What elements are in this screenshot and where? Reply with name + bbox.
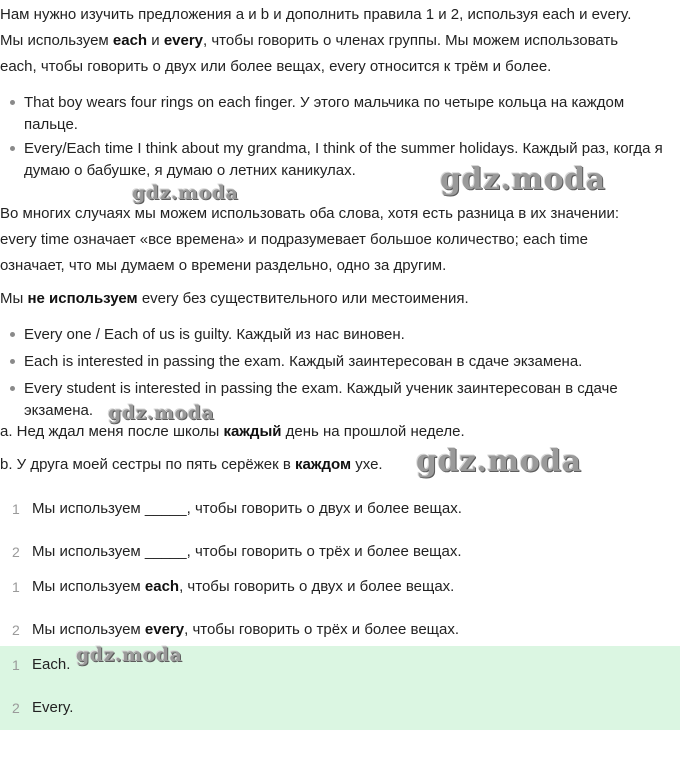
answer-row xyxy=(0,698,680,738)
rule-blank-row xyxy=(0,499,680,539)
rule-text xyxy=(32,542,462,562)
para2-line-2: every time означает «все времена» и подразумевает большое количество; each time xyxy=(0,231,588,248)
bullet-dot-icon xyxy=(10,386,15,391)
bullet-dot-icon xyxy=(10,100,15,105)
list-item xyxy=(10,351,680,373)
answer-text: Each. xyxy=(32,656,71,673)
rule-text-post: , чтобы говорить о двух и более вещах. xyxy=(179,578,455,595)
rule-keyword: every xyxy=(144,621,185,638)
bullet-text: Every student is interested in passing the exam. Каждый ученик заинтересован в сдаче экзамена. xyxy=(24,380,618,419)
answer-number: 1 xyxy=(12,657,20,673)
intro-line-2-mid: и xyxy=(147,32,164,49)
bullet-text: Every/Each time I think about my grandma, I think of the summer holidays. Каждый раз, когда я думаю о бабушке, я думаю о летних каникулах. xyxy=(24,140,663,179)
para3 xyxy=(0,286,680,312)
rule-number: 2 xyxy=(12,622,20,638)
watermark-logo: gdz.moda xyxy=(132,182,239,204)
list-item xyxy=(10,324,680,346)
rule-keyword: each xyxy=(144,578,180,595)
rule-text-pre: Мы используем _____ xyxy=(32,543,187,560)
keyword-every: every xyxy=(163,32,204,49)
bullet-text: Each is interested in passing the exam. Каждый заинтересован в сдаче экзамена. xyxy=(24,353,583,370)
rule-number: 1 xyxy=(12,579,20,595)
rule-text-pre: Мы используем _____ xyxy=(32,500,187,517)
rule-text xyxy=(32,499,462,519)
sentence-b-pre: b. У друга моей сестры по пять серёжек в xyxy=(0,456,295,473)
sentence-a-pre: a. Нед ждал меня после школы xyxy=(0,423,224,440)
watermark-logo: gdz.moda xyxy=(416,444,582,479)
bullet-dot-icon xyxy=(10,332,15,337)
list-item xyxy=(10,92,680,136)
rule-number: 1 xyxy=(12,501,20,517)
intro-line-2-post: , чтобы говорить о членах группы. Мы можем использовать xyxy=(203,32,619,49)
para3-post: every без существительного или местоимения. xyxy=(137,290,469,307)
rule-filled-row xyxy=(0,577,680,617)
intro-line-2 xyxy=(0,28,680,54)
intro-line-1: Нам нужно изучить предложения a и b и дополнить правила 1 и 2, используя each и every. xyxy=(0,6,632,23)
intro-line-2-pre: Мы используем xyxy=(0,32,113,49)
keyword-each: each xyxy=(112,32,148,49)
para3-bold: не используем xyxy=(27,290,138,307)
para3-pre: Мы xyxy=(0,290,28,307)
sentence-b-post: ухе. xyxy=(351,456,383,473)
rule-text-post: , чтобы говорить о двух и более вещах. xyxy=(186,500,462,517)
bullet-text: Every one / Each of us is guilty. Каждый из нас виновен. xyxy=(24,326,405,343)
intro-line-3: each, чтобы говорить о двух или более вещах, every относится к трём и более. xyxy=(0,58,552,75)
rule-text-post: , чтобы говорить о трёх и более вещах. xyxy=(186,543,462,560)
sentence-a-bold: каждый xyxy=(223,423,282,440)
bullet-dot-icon xyxy=(10,359,15,364)
para2-line-3: означает, что мы думаем о времени раздельно, одно за другим. xyxy=(0,257,447,274)
rule-blank-row xyxy=(0,542,680,582)
rule-text-pre: Мы используем xyxy=(32,578,145,595)
answer-number: 2 xyxy=(12,700,20,716)
sentence-b-bold: каждом xyxy=(295,456,352,473)
sentence-a xyxy=(0,419,680,445)
watermark-logo: gdz.moda xyxy=(108,402,215,424)
rule-number: 2 xyxy=(12,544,20,560)
rule-text-post: , чтобы говорить о трёх и более вещах. xyxy=(184,621,460,638)
sentence-a-post: день на прошлой неделе. xyxy=(281,423,465,440)
bullet-dot-icon xyxy=(10,146,15,151)
rule-text-pre: Мы используем xyxy=(32,621,145,638)
watermark-logo: gdz.moda xyxy=(440,162,606,197)
watermark-logo: gdz.moda xyxy=(76,644,183,666)
answer-text: Every. xyxy=(32,699,74,716)
rule-text xyxy=(32,620,459,640)
para2-line-1: Во многих случаях мы можем использовать оба слова, хотя есть разница в их значении: xyxy=(0,205,619,222)
rule-text xyxy=(32,577,454,597)
bullet-text: That boy wears four rings on each finger. У этого мальчика по четыре кольца на каждом пальце. xyxy=(24,94,625,133)
